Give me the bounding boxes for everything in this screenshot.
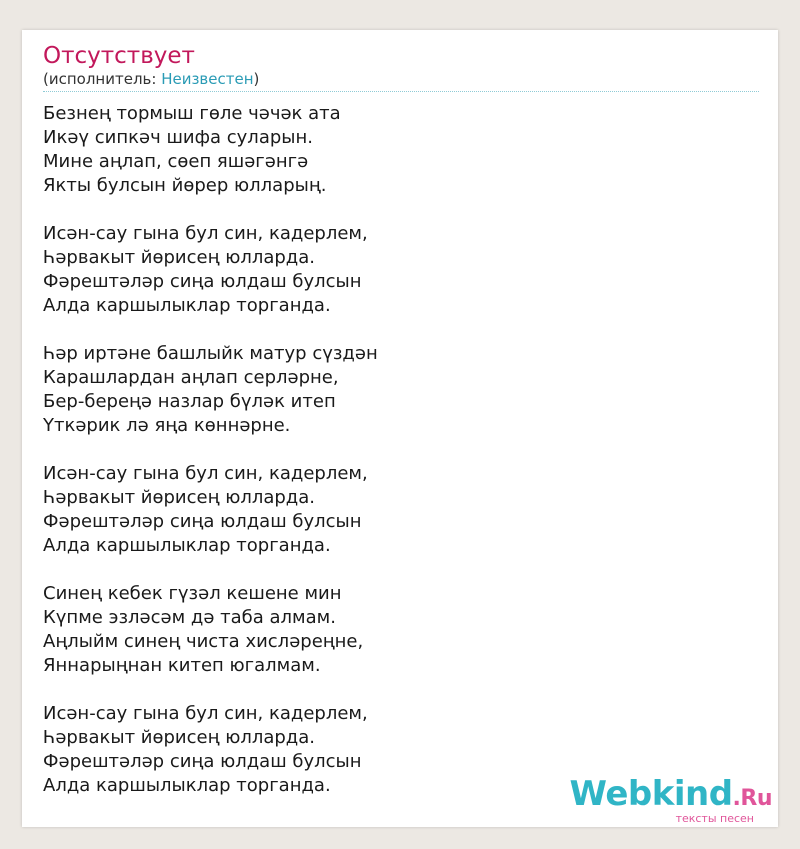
lyric-line: Исән-сау гына бул син, кадерлем, [43,463,368,484]
lyric-line: Исән-сау гына бул син, кадерлем, [43,703,368,724]
lyric-line: Алда каршылыклар торганда. [43,295,331,316]
lyric-line: Якты булсын йөрер юлларың. [43,175,327,196]
artist-prefix: (исполнитель: [43,70,162,88]
lyric-line: Икәү сипкәч шифа суларын. [43,127,313,148]
lyric-line: Синең кебек гүзәл кешене мин [43,583,342,604]
lyric-line: Фәрештәләр сиңа юлдаш булсын [43,751,362,772]
lyric-line: Фәрештәләр сиңа юлдаш булсын [43,271,362,292]
title-divider [43,91,759,92]
lyric-line: Мине аңлап, сөеп яшәгәнгә [43,151,309,172]
stanza [43,462,759,558]
logo-tagline: тексты песен [675,812,754,825]
lyric-line: Үткәрик лә яңа көннәрне. [43,415,291,436]
lyric-line: Яннарыңнан китеп югалмам. [43,655,321,676]
lyric-line: Алда каршылыклар торганда. [43,775,331,796]
lyric-line: Аңлыйм синең чиста хисләреңне, [43,631,364,652]
lyrics-card [22,30,778,827]
stanza [43,342,759,438]
artist-link[interactable]: Неизвестен [161,70,254,88]
lyric-line: Фәрештәләр сиңа юлдаш булсын [43,511,362,532]
lyric-line: Һәрвакыт йөрисең юлларда. [43,247,316,268]
lyric-line: Безнең тормыш гөле чәчәк ата [43,103,341,124]
logo-main-text: Webkind [569,774,733,814]
artist-line [43,70,259,88]
lyric-line: Һәрвакыт йөрисең юлларда. [43,727,316,748]
lyric-line: Һәр иртәне башлыйк матур сүздән [43,343,378,364]
stanza [43,582,759,678]
lyric-line: Алда каршылыклар торганда. [43,535,331,556]
song-title: Отсутствует [43,43,195,69]
lyric-line: Карашлардан аңлап серләрне, [43,367,339,388]
lyric-line: Бер-береңә назлар бүләк итеп [43,391,336,412]
stanza [43,222,759,318]
logo-suffix: .Ru [732,786,772,811]
site-logo[interactable] [570,776,772,824]
logo-wordmark [570,776,772,817]
lyrics-text [43,102,759,825]
lyric-line: Һәрвакыт йөрисең юлларда. [43,487,316,508]
stanza [43,102,759,198]
lyric-line: Исән-сау гына бул син, кадерлем, [43,223,368,244]
lyric-line: Күпме эзләсәм дә таба алмам. [43,607,336,628]
artist-suffix: ) [253,70,260,88]
